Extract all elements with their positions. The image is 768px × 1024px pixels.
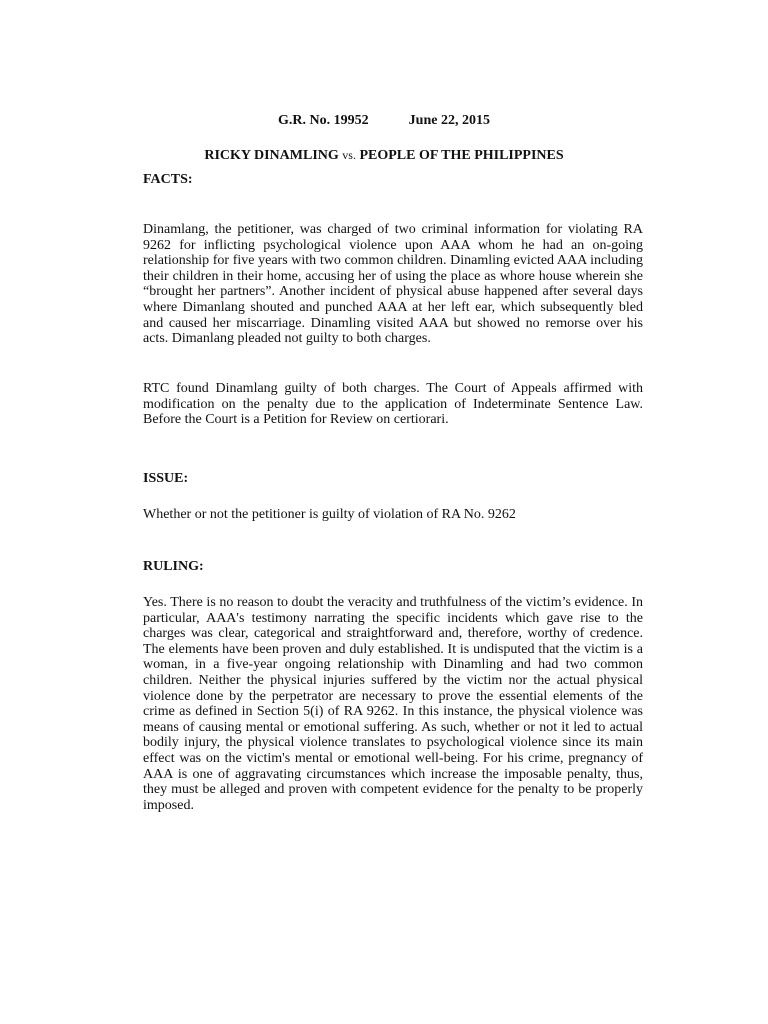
petitioner-name: RICKY DINAMLING: [204, 148, 339, 163]
issue-heading: ISSUE:: [143, 471, 189, 486]
decision-date: June 22, 2015: [408, 113, 490, 128]
issue-paragraph: Whether or not the petitioner is guilty of violation of RA No. 9262: [143, 507, 516, 522]
ruling-heading: RULING:: [143, 559, 204, 574]
versus-label: vs.: [342, 148, 356, 162]
facts-paragraph-1: Dinamlang, the petitioner, was charged of two criminal information for violating RA 9262 for inflicting psychological violence upon AAA whom he had an on-going relationship for five years with two common children. Dinamling evicted AAA including their children in their home, accusing her of using the place as whore house wherein she “brought her partners”. Another incident of physical abuse happened after several days where Dimanlang shouted and punched AAA at her left ear, which subsequently bled and caused her miscarriage. Dinamling visited AAA but showed no remorse over his acts. Dimanlang pleaded not guilty to both charges.: [143, 222, 643, 347]
facts-heading: FACTS:: [143, 172, 193, 187]
gr-number: G.R. No. 19952: [278, 113, 369, 128]
facts-paragraph-2: RTC found Dinamlang guilty of both charges. The Court of Appeals affirmed with modification on the penalty due to the application of Indeterminate Sentence Law. Before the Court is a Petition for Review on certiorari.: [143, 381, 643, 428]
respondent-name: PEOPLE OF THE PHILIPPINES: [359, 148, 564, 163]
case-header: [0, 112, 768, 130]
ruling-paragraph: Yes. There is no reason to doubt the veracity and truthfulness of the victim’s evidence. In particular, AAA's testimony narrating the specific incidents which gave rise to the charges was clear, categorical and straightforward and, therefore, worthy of credence. The elements have been proven and duly established. It is undisputed that the victim is a woman, in a five-year ongoing relationship with Dinamling and had two common children. Neither the physical injuries suffered by the victim nor the actual physical violence done by the perpetrator are necessary to prove the essential elements of the crime as defined in Section 5(i) of RA 9262. In this instance, the physical violence was means of causing mental or emotional suffering. As such, whether or not it led to actual bodily injury, the physical violence translates to psychological violence since its main effect was on the victim's mental or emotional well-being. For his crime, pregnancy of AAA is one of aggravating circumstances which increase the imposable penalty, thus, they must be alleged and proven with competent evidence for the penalty to be properly imposed.: [143, 595, 643, 813]
case-title: [0, 146, 768, 165]
